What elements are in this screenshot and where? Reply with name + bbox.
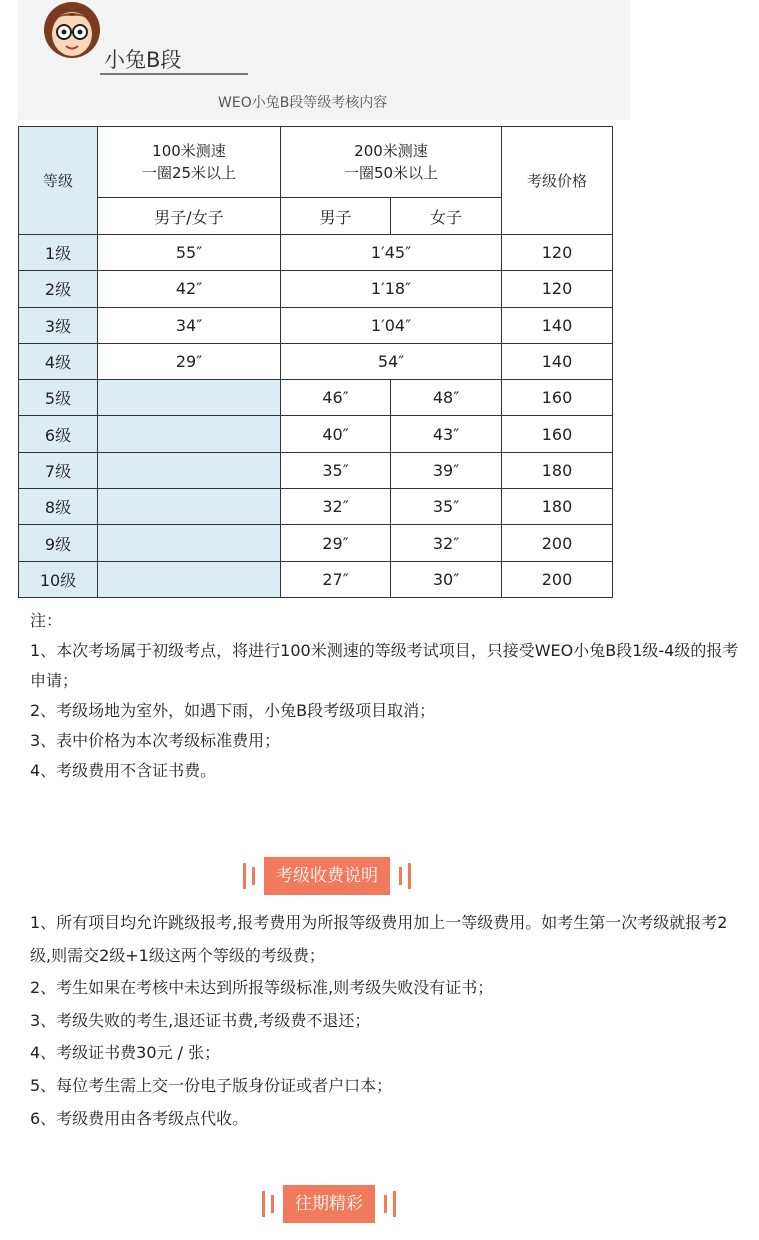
rule-item: 6、考级费用由各考级点代收。: [30, 1108, 249, 1128]
price-cell: 160: [502, 380, 613, 416]
time-200m-male-cell: 40″: [281, 416, 391, 452]
price-cell: 200: [502, 525, 613, 561]
level-cell: 6级: [19, 416, 98, 452]
time-200m-male-cell: 35″: [281, 452, 391, 488]
table-row: [19, 525, 613, 561]
banner-subtitle: WEO小兔B段等级考核内容: [218, 95, 388, 111]
time-200m-male-cell: 27″: [281, 561, 391, 597]
level-cell: 3级: [19, 307, 98, 343]
price-cell: 160: [502, 416, 613, 452]
note-item: 2、考级场地为室外，如遇下雨，小兔B段考级项目取消；: [30, 701, 436, 720]
price-cell: 140: [502, 307, 613, 343]
brand-title: 小兔B段: [104, 48, 182, 72]
level-cell: 10级: [19, 561, 98, 597]
fee-section-header: [240, 857, 414, 895]
accent-bar: [408, 863, 411, 889]
brand-underline: [100, 73, 248, 75]
time-100m-cell: [98, 416, 281, 452]
time-100m-cell: 55″: [98, 235, 281, 271]
rule-item: 4、考级证书费30元 / 张；: [30, 1043, 221, 1063]
note-item: 1、本次考场属于初级考点，将进行100米测速的等级考试项目，只接受WEO小兔B段1级-4级的报考申请；: [30, 641, 739, 690]
note-item: 4、考级费用不含证书费。: [30, 761, 217, 780]
time-100m-cell: 42″: [98, 271, 281, 307]
table-row: [19, 452, 613, 488]
table-row: [19, 343, 613, 379]
level-cell: 1级: [19, 235, 98, 271]
notes-title: 注：: [30, 611, 63, 630]
header-100m: 100米测速 一圈25米以上: [98, 127, 281, 198]
fee-rules-block: [30, 907, 745, 1135]
price-cell: 180: [502, 452, 613, 488]
time-200m-cell: 1′04″: [281, 307, 502, 343]
price-cell: 120: [502, 271, 613, 307]
header-200m: 200米测速 一圈50米以上: [281, 127, 502, 198]
rule-item: 5、每位考生需上交一份电子版身份证或者户口本；: [30, 1075, 393, 1095]
rule-item: 1、所有项目均允许跳级报考,报考费用为所报等级费用加上一等级费用。如考生第一次考级就报考2级,则需交2级+1级这两个等级的考级费；: [30, 913, 728, 965]
past-section-label[interactable]: 往期精彩: [283, 1185, 375, 1223]
table-row: [19, 416, 613, 452]
past-section-header[interactable]: [259, 1185, 399, 1223]
price-cell: 140: [502, 343, 613, 379]
fee-section-label: 考级收费说明: [264, 857, 390, 895]
accent-bar: [384, 1195, 387, 1213]
note-item: 3、表中价格为本次考级标准费用；: [30, 731, 281, 750]
time-200m-cell: 54″: [281, 343, 502, 379]
time-200m-male-cell: 29″: [281, 525, 391, 561]
accent-bar: [399, 867, 402, 885]
accent-bar: [262, 1191, 265, 1217]
time-100m-cell: [98, 525, 281, 561]
time-200m-male-cell: 32″: [281, 489, 391, 525]
table-row: [19, 307, 613, 343]
time-100m-cell: [98, 561, 281, 597]
price-cell: 120: [502, 235, 613, 271]
accent-bar: [243, 863, 246, 889]
accent-bar: [393, 1191, 396, 1217]
table-row: [19, 489, 613, 525]
time-200m-female-cell: 43″: [391, 416, 502, 452]
price-cell: 180: [502, 489, 613, 525]
girl-avatar-icon: [40, 0, 104, 62]
table-row: [19, 380, 613, 416]
time-200m-female-cell: 48″: [391, 380, 502, 416]
rule-item: 3、考级失败的考生,退还证书费,考级费不退还；: [30, 1010, 371, 1030]
table-row: [19, 235, 613, 271]
rule-item: 2、考生如果在考核中未达到所报等级标准,则考级失败没有证书；: [30, 978, 494, 998]
level-cell: 4级: [19, 343, 98, 379]
time-100m-cell: [98, 452, 281, 488]
time-200m-female-cell: 35″: [391, 489, 502, 525]
time-100m-cell: [98, 489, 281, 525]
time-100m-cell: 29″: [98, 343, 281, 379]
time-200m-female-cell: 30″: [391, 561, 502, 597]
level-cell: 7级: [19, 452, 98, 488]
accent-bar: [252, 867, 255, 885]
time-200m-female-cell: 32″: [391, 525, 502, 561]
header-price: 考级价格: [502, 127, 613, 235]
time-200m-cell: 1′18″: [281, 271, 502, 307]
level-cell: 9级: [19, 525, 98, 561]
table-row: [19, 271, 613, 307]
subheader-200m-female: 女子: [391, 198, 502, 235]
level-cell: 2级: [19, 271, 98, 307]
level-cell: 5级: [19, 380, 98, 416]
subheader-100m: 男子/女子: [98, 198, 281, 235]
header-banner: [18, 0, 630, 120]
grade-table: [18, 126, 613, 598]
time-100m-cell: [98, 380, 281, 416]
accent-bar: [271, 1195, 274, 1213]
table-row: [19, 561, 613, 597]
time-200m-male-cell: 46″: [281, 380, 391, 416]
subheader-200m-male: 男子: [281, 198, 391, 235]
table-header-row: [19, 127, 613, 198]
time-200m-female-cell: 39″: [391, 452, 502, 488]
price-cell: 200: [502, 561, 613, 597]
time-200m-cell: 1′45″: [281, 235, 502, 271]
notes-block: [30, 606, 752, 786]
level-cell: 8级: [19, 489, 98, 525]
time-100m-cell: 34″: [98, 307, 281, 343]
header-level: 等级: [19, 127, 98, 235]
